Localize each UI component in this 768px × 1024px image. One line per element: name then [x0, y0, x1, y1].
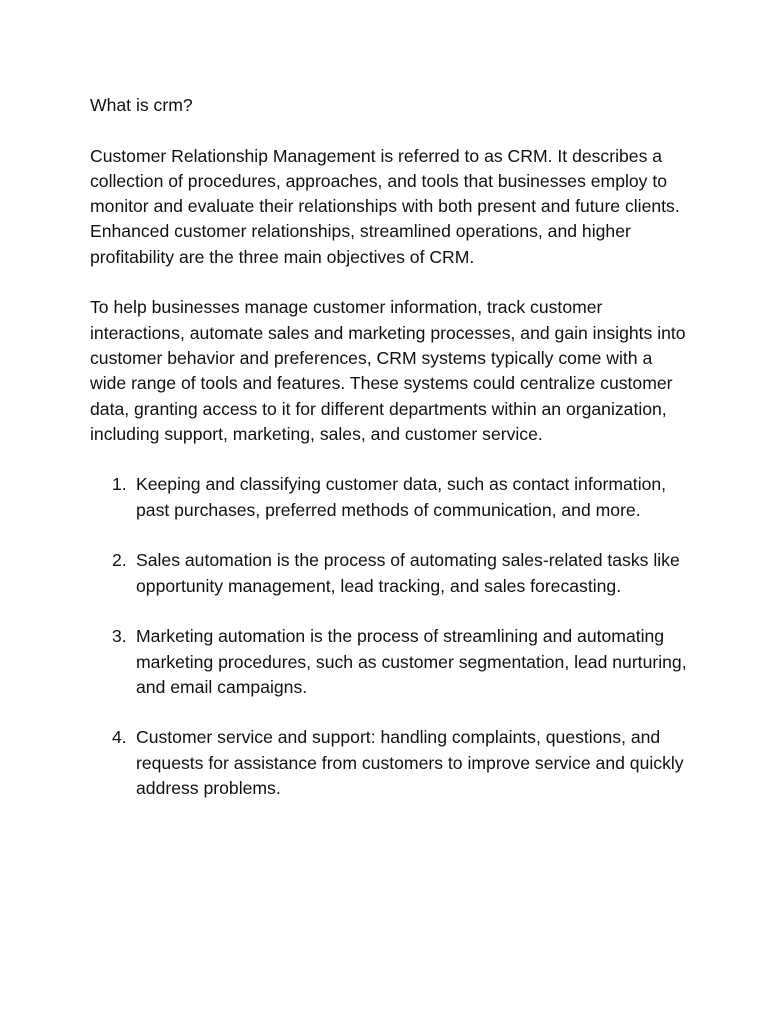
list-item — [90, 548, 688, 599]
list-item-number: 2. — [112, 550, 127, 571]
numbered-list — [90, 472, 688, 801]
list-item-number: 1. — [112, 474, 127, 495]
list-item-number: 4. — [112, 727, 127, 748]
paragraph-crm-systems: To help businesses manage customer information, track customer interactions, automate sales and marketing processes, and gain insights into customer behavior and preferences, CRM systems typically come with a wide range of tools and features. These systems could centralize customer data, granting access to it for different departments within an organization, including support, marketing, sales, and customer service. — [90, 297, 686, 444]
document-heading: What is crm? — [90, 95, 193, 115]
list-item — [90, 725, 688, 801]
list-item-text: Keeping and classifying customer data, such as contact information, past purchases, preferred methods of communication, and more. — [136, 474, 667, 520]
list-item-text: Customer service and support: handling complaints, questions, and requests for assistance from customers to improve service and quickly address problems. — [136, 727, 684, 799]
list-item — [90, 624, 688, 700]
list-item — [90, 472, 688, 523]
list-item-number: 3. — [112, 626, 127, 647]
list-item-text: Marketing automation is the process of streamlining and automating marketing procedures, such as customer segmentation, lead nurturing, and email campaigns. — [136, 626, 687, 697]
paragraph-crm-definition: Customer Relationship Management is referred to as CRM. It describes a collection of procedures, approaches, and tools that businesses employ to monitor and evaluate their relationships with both present and future clients. Enhanced customer relationships, streamlined operations, and higher profitability are the three main objectives of CRM. — [90, 145, 680, 267]
list-item-text: Sales automation is the process of automating sales-related tasks like opportunity management, lead tracking, and sales forecasting. — [136, 550, 680, 596]
